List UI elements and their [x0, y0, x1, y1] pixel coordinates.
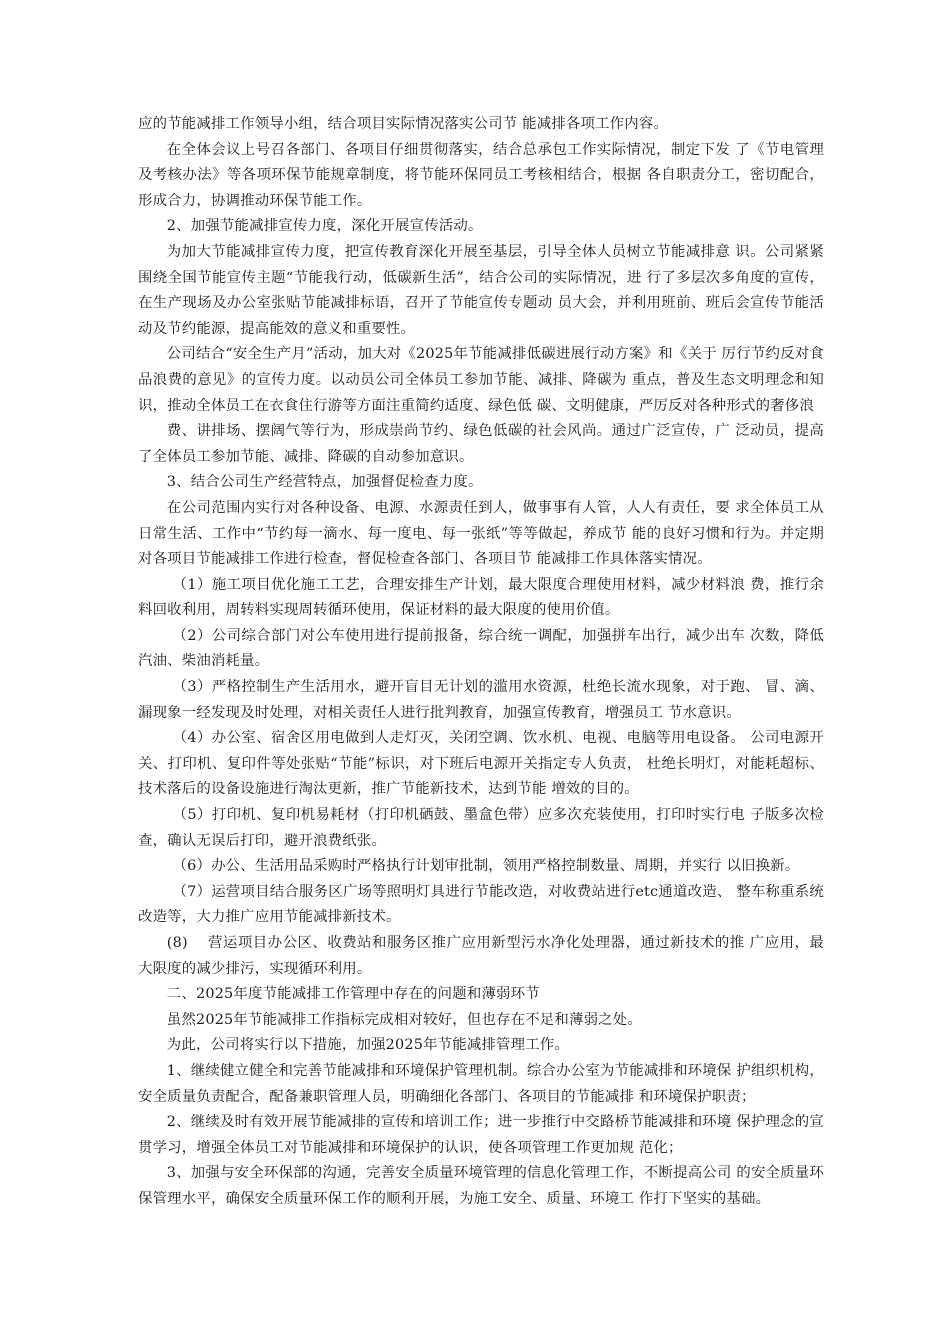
document-body: [138, 112, 824, 1213]
section-heading-2: 2、加强节能减排宣传力度，深化开展宣传活动。: [166, 218, 483, 235]
list-item-6: （6）办公、生活用品采购时严格执行计划审批制，领用严格控制数量、周期，并实行 以旧换新。: [172, 858, 800, 875]
paragraph-8: 在公司范围内实行对各种设备、电源、水源责任到人，做事事有人管，人人有责任，要 求全体员工从日常生活、工作中“节约每一滴水、每一度电、每一张纸”等等做起，养成节 能的良好习惯和行为。并定期对各项目节能减排工作进行检查，督促检查各部门、各项目节 能减排工作具体落实情况。: [138, 499, 824, 568]
section-heading-3: 3、结合公司生产经营特点，加强督促检查力度。: [166, 474, 483, 491]
section-heading-problems: 二、2025年度节能减排工作管理中存在的问题和薄弱环节: [166, 986, 540, 1003]
paragraph-18: 虽然2025年节能减排工作指标完成相对较好，但也存在不足和薄弱之处。: [166, 1011, 642, 1028]
paragraph-19: 为此，公司将实行以下措施，加强2025年节能减排管理工作。: [166, 1037, 569, 1054]
measure-item-3: 3、加强与安全环保部的沟通，完善安全质量环境管理的信息化管理工作，不断提高公司 的安全质量环保管理水平，确保安全质量环保工作的顺利开展，为施工安全、质量、环境工 作打下坚实的基础。: [138, 1165, 824, 1207]
paragraph-1: 应的节能减排工作领导小组，结合项目实际情况落实公司节 能减排各项工作内容。: [138, 116, 669, 132]
paragraph-6: 费、讲排场、摆阔气等行为，形成崇尚节约、绿色低碳的社会风尚。通过广泛宣传，广 泛动员，提高了全体员工参加节能、减排、降碳的自动参加意识。: [138, 423, 824, 465]
measure-item-2: 2、继续及时有效开展节能减排的宣传和培训工作；进一步推行中交路桥节能减排和环境 保护理念的宣贯学习，增强全体员工对节能减排和环境保护的认识，使各项管理工作更加规 范化；: [138, 1114, 824, 1156]
list-item-5: （5）打印机、复印机易耗材（打印机硒鼓、墨盒色带）应多次充装使用，打印时实行电 子版多次检查，确认无误后打印，避开浪费纸张。: [138, 807, 824, 849]
list-item-8: (8) 营运项目办公区、收费站和服务区推广应用新型污水净化处理器，通过新技术的推 广应用，最大限度的减少排污，实现循环利用。: [138, 935, 824, 977]
paragraph-2: 在全体会议上号召各部门、各项目仔细贯彻落实，结合总承包工作实际情况，制定下发 了《节电管理及考核办法》等各项环保节能规章制度，将节能环保同员工考核相结合，根据 各自职责分工，密切配合，形成合力，协调推动环保节能工作。: [138, 141, 824, 209]
measure-item-1: 1、继续健立健全和完善节能减排和环境保护管理机制。综合办公室为节能减排和环境保 护组织机构，安全质量负责配合，配备兼职管理人员，明确细化各部门、各项目的节能减排 和环境保护职责；: [138, 1062, 824, 1105]
list-item-4: （4）办公室、宿舍区用电做到人走灯灭，关闭空调、饮水机、电视、电脑等用电设备。 公司电源开关、打印机、复印件等处张贴“节能”标识，对下班后电源开关指定专人负责， 杜绝长明灯，对能耗超标、技术落后的设备设施进行淘汰更新，推广节能新技术，达到节能 增效的目的。: [138, 730, 824, 798]
list-item-2: （2）公司综合部门对公车使用进行提前报备，综合统一调配，加强拼车出行，减少出车 次数，降低汽油、柴油消耗量。: [138, 627, 824, 670]
paragraph-5: 公司结合“安全生产月”活动，加大对《2025年节能减排低碳进展行动方案》和《关于 厉行节约反对食品浪费的意见》的宣传力度。以动员公司全体员工参加节能、减排、降碳为 重点，普及生态文明理念和知识，推动全体员工在衣食住行游等方面注重简约适度、绿色低 碳、文明健康，严厉反对各种形式的奢侈浪: [138, 346, 824, 414]
list-item-7: （7）运营项目结合服务区广场等照明灯具进行节能改造，对收费站进行etc通道改造、 整车称重系统改造等，大力推广应用节能减排新技术。: [138, 883, 824, 926]
list-item-3: （3）严格控制生产生活用水，避开盲目无计划的滥用水资源，杜绝长流水现象，对于跑、 冒、滴、漏现象一经发现及时处理，对相关责任人进行批判教育，加强宣传教育，增强员工 节水意识。: [138, 679, 824, 721]
paragraph-4: 为加大节能减排宣传力度，把宣传教育深化开展至基层，引导全体人员树立节能减排意 识。公司紧紧围绕全国节能宣传主题“节能我行动，低碳新生活”，结合公司的实际情况，进 行了多层次多角度的宣传，在生产现场及办公室张贴节能减排标语，召开了节能宣传专题动 员大会，并利用班前、班后会宣传节能活动及节约能源，提高能效的意义和重要性。: [138, 243, 824, 337]
list-item-1: （1）施工项目优化施工工艺，合理安排生产计划，最大限度合理使用材料，减少材料浪 费，推行余料回收利用，周转料实现周转循环使用，保证材料的最大限度的使用价值。: [138, 576, 824, 619]
